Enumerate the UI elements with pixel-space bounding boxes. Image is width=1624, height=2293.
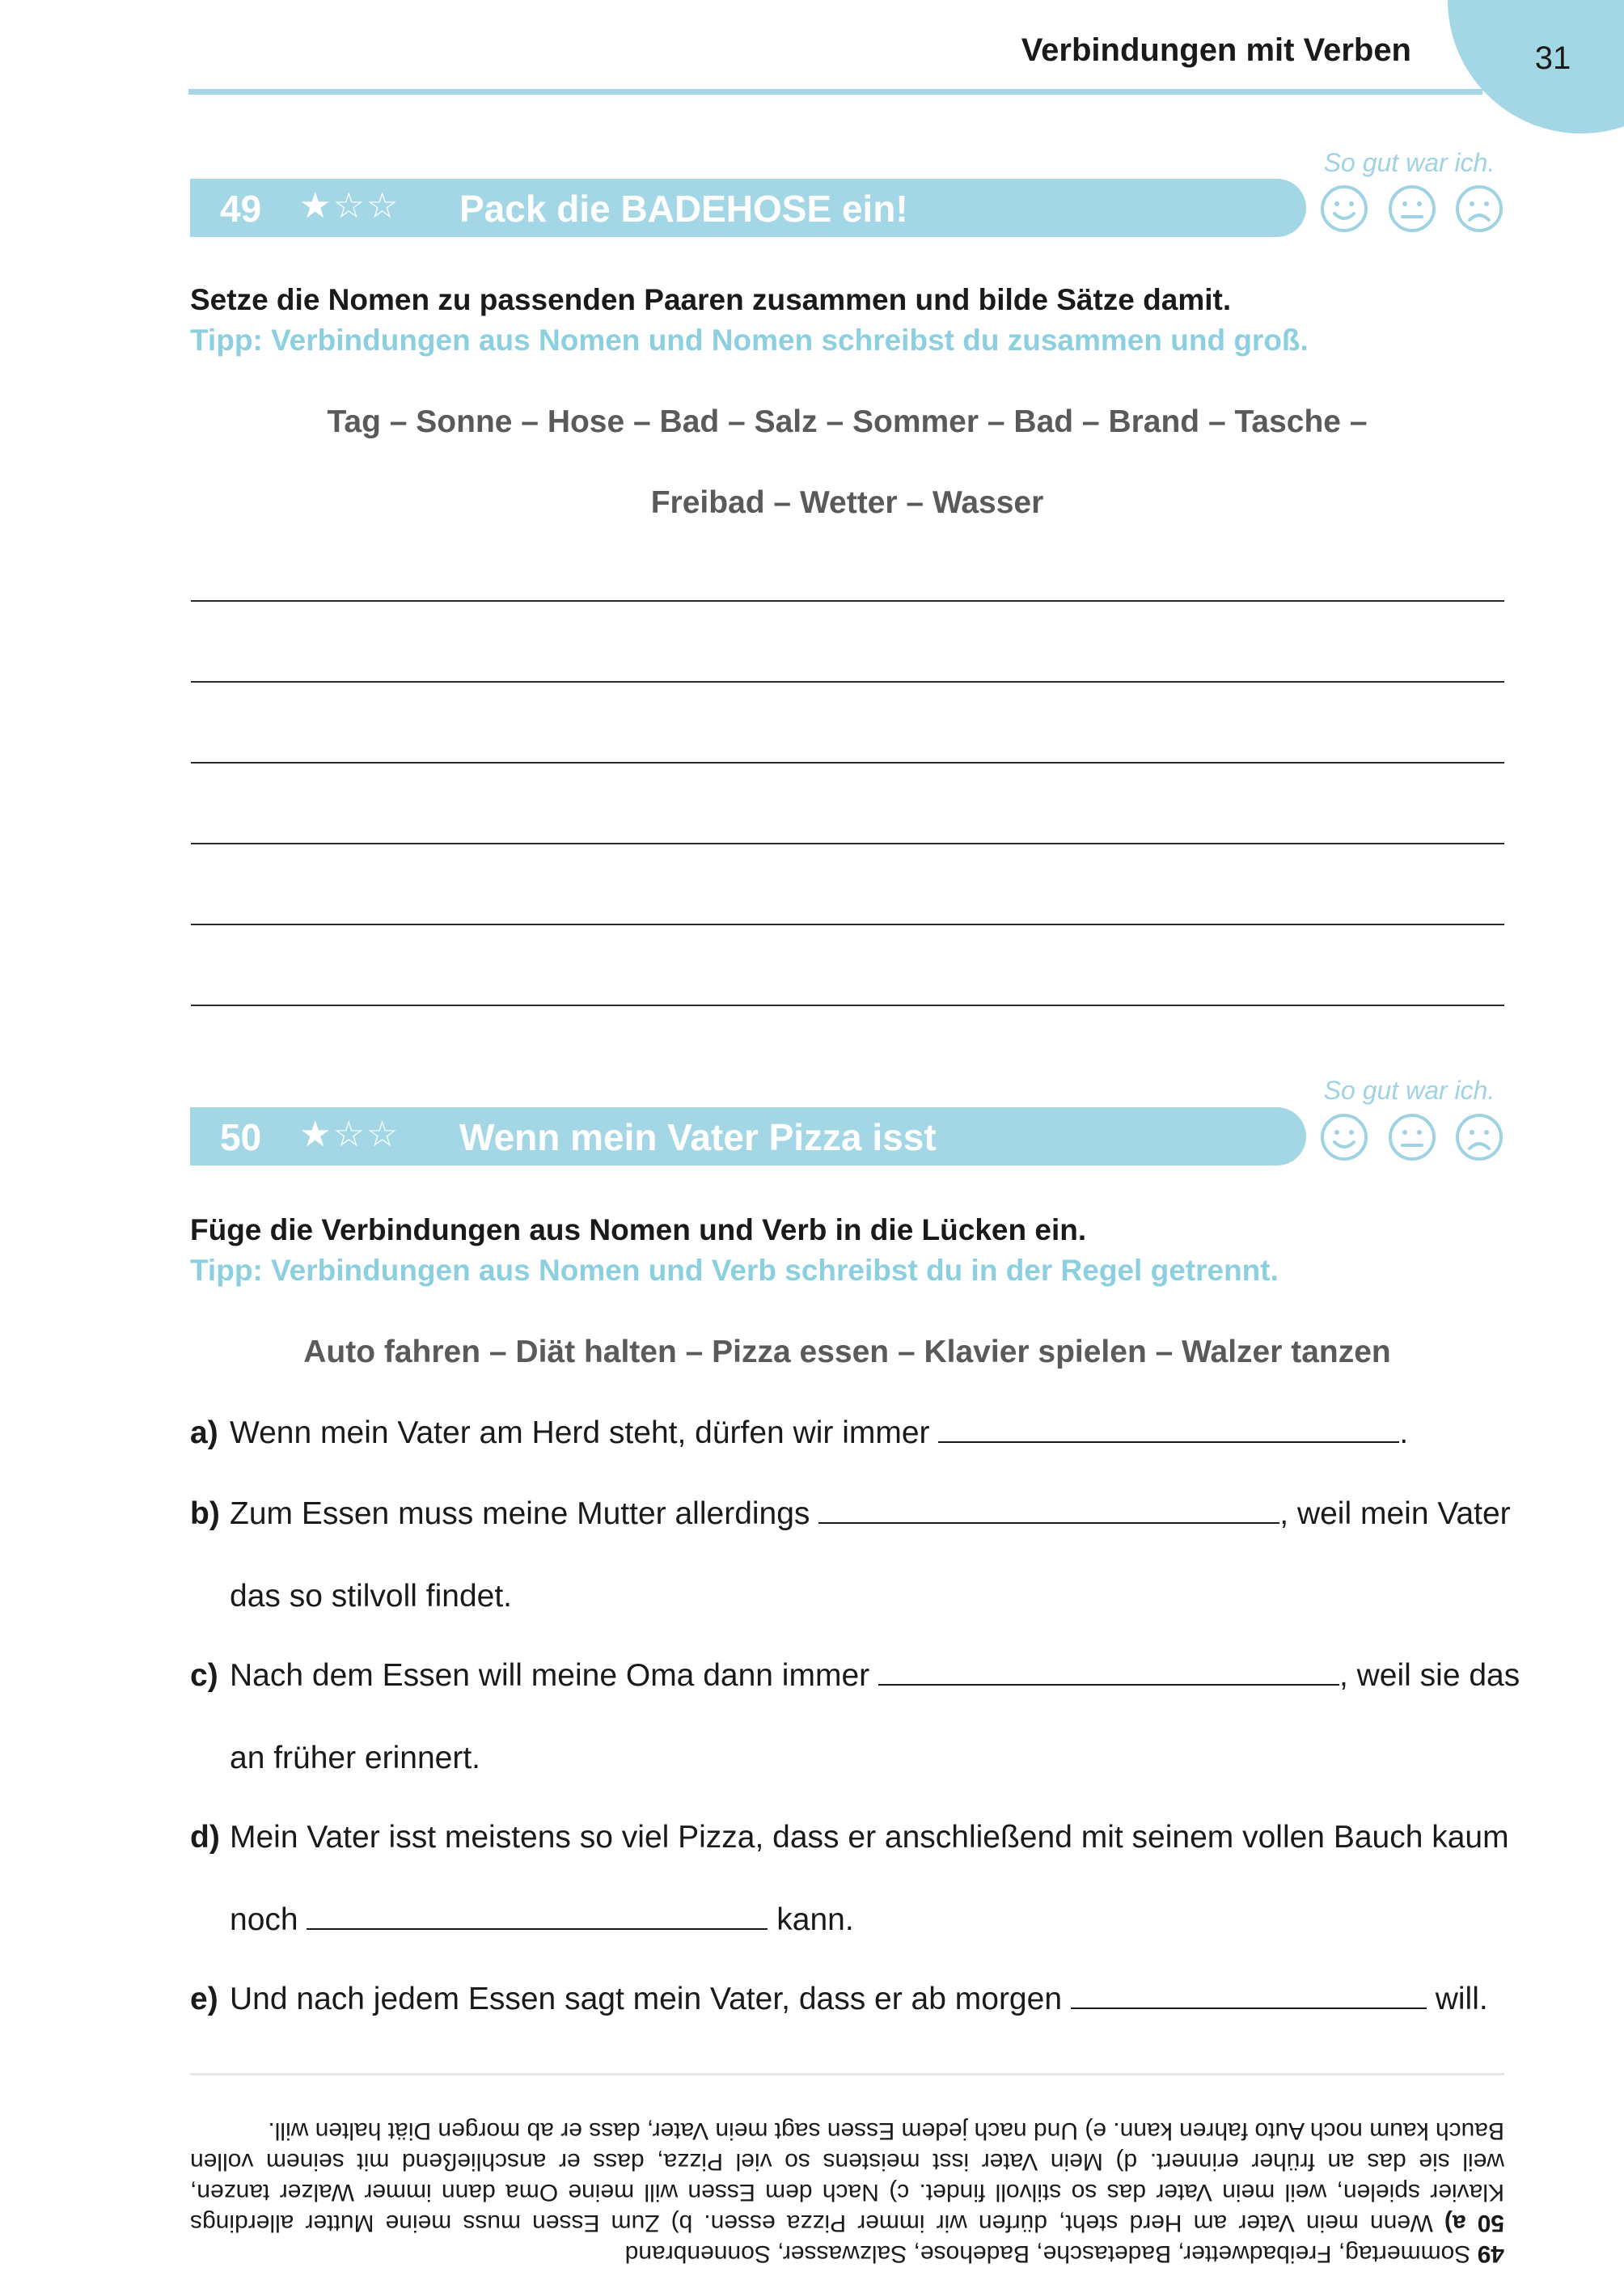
task-title: Pack die BADEHOSE ein!	[459, 188, 908, 230]
sad-smiley-icon[interactable]	[1455, 184, 1503, 233]
neutral-smiley-icon[interactable]	[1388, 1113, 1436, 1161]
rating-label: So gut war ich.	[1323, 1076, 1495, 1105]
sad-smiley-icon[interactable]	[1455, 1113, 1503, 1161]
word-bank-line-2: Freibad – Wetter – Wasser	[650, 485, 1044, 520]
item-text: Zum Essen muss meine Mutter allerdings	[230, 1496, 810, 1531]
answer-blank[interactable]	[1071, 1983, 1427, 2009]
writing-line[interactable]	[191, 762, 1504, 764]
item-text: Nach dem Essen will meine Oma dann immer	[230, 1658, 870, 1693]
task-tip: Tipp: Verbindungen aus Nomen und Nomen schreibst du zusammen und groß.	[190, 324, 1309, 357]
difficulty-stars: ★☆☆	[299, 186, 400, 226]
answer-blank[interactable]	[938, 1417, 1399, 1443]
solution-50-line-2: Klavier spielen, weil mein Vater das so stilvoll findet. c) Nach dem Essen will meine Oma dann immer Walzer tanzen,	[190, 2179, 1504, 2206]
solution-number: 50 a)	[1444, 2210, 1504, 2236]
task-tip: Tipp: Verbindungen aus Nomen und Verb schreibst du in der Regel getrennt.	[190, 1254, 1279, 1287]
task-instruction: Füge die Verbindungen aus Nomen und Verb in die Lücken ein.	[190, 1213, 1087, 1246]
solutions-upside-down	[190, 2083, 1504, 2269]
item-label: b)	[190, 1496, 220, 1531]
solutions-divider	[190, 2073, 1504, 2075]
writing-line[interactable]	[191, 924, 1504, 925]
answer-blank[interactable]	[818, 1498, 1279, 1524]
rating-label: So gut war ich.	[1323, 148, 1495, 177]
item-text: Mein Vater isst meistens so viel Pizza, dass er anschließend mit seinem vollen Bauch kaum	[230, 1820, 1509, 1855]
item-text: Wenn mein Vater am Herd steht, dürfen wir immer	[230, 1415, 930, 1450]
exercise-item-c	[190, 1658, 1520, 1693]
task-title: Wenn mein Vater Pizza isst	[459, 1116, 937, 1158]
item-continuation	[230, 1902, 854, 1938]
item-text-after: will.	[1435, 1982, 1488, 2016]
item-text-after: , weil mein Vater	[1279, 1496, 1511, 1531]
item-text: Und nach jedem Essen sagt mein Vater, dass er ab morgen	[230, 1982, 1063, 2016]
word-bank-line-1: Tag – Sonne – Hose – Bad – Salz – Sommer – Bad – Brand – Tasche –	[327, 404, 1368, 439]
item-continuation: an früher erinnert.	[230, 1741, 481, 1775]
item-text-after: .	[1399, 1415, 1409, 1450]
solution-50-line-4: Bauch kaum noch Auto fahren kann. e) Und nach jedem Essen sagt mein Vater, dass er ab morgen Diät halten will.	[268, 2117, 1504, 2144]
item-text: noch	[230, 1902, 298, 1937]
writing-line[interactable]	[191, 1005, 1504, 1006]
answer-blank[interactable]	[878, 1660, 1339, 1686]
solution-text: Sommertag, Freibadwetter, Badetasche, Badehose, Salzwasser, Sonnenbrand	[624, 2240, 1471, 2267]
exercise-item-d	[190, 1820, 1509, 1855]
word-bank: Auto fahren – Diät halten – Pizza essen – Klavier spielen – Walzer tanzen	[303, 1335, 1391, 1369]
task-instruction: Setze die Nomen zu passenden Paaren zusammen und bilde Sätze damit.	[190, 283, 1232, 316]
writing-line[interactable]	[191, 681, 1504, 683]
task-number: 49	[220, 188, 262, 230]
writing-line[interactable]	[191, 843, 1504, 844]
task-number: 50	[220, 1116, 262, 1158]
answer-blank[interactable]	[307, 1904, 768, 1930]
exercise-item-b	[190, 1496, 1511, 1531]
solution-text: Wenn mein Vater am Herd steht, dürfen wir immer Pizza essen. b) Zum Essen muss meine Mutter allerdings	[190, 2210, 1433, 2236]
solution-number: 49	[1477, 2240, 1504, 2267]
item-label: c)	[190, 1658, 218, 1693]
item-text-after: , weil sie das	[1339, 1658, 1520, 1693]
item-label: e)	[190, 1982, 218, 2016]
exercise-item-e	[190, 1983, 1504, 2015]
exercise-item-a	[190, 1417, 1504, 1449]
writing-line[interactable]	[191, 600, 1504, 602]
task-banner-50	[190, 1107, 1306, 1166]
solution-50-line-1	[190, 2207, 1504, 2238]
item-label: d)	[190, 1820, 220, 1855]
item-continuation: das so stilvoll findet.	[230, 1579, 513, 1614]
chapter-title: Verbindungen mit Verben	[1021, 32, 1411, 68]
solution-50-line-3: weil sie das an früher erinnert. d) Mein Vater isst meistens so viel Pizza, dass er anschließend mit seinem vollen	[190, 2148, 1504, 2175]
item-label: a)	[190, 1415, 218, 1450]
difficulty-stars: ★☆☆	[299, 1115, 400, 1154]
page-number: 31	[1534, 40, 1571, 76]
task-banner-49	[190, 179, 1306, 237]
neutral-smiley-icon[interactable]	[1388, 184, 1436, 233]
happy-smiley-icon[interactable]	[1320, 184, 1368, 233]
happy-smiley-icon[interactable]	[1320, 1113, 1368, 1161]
header-rule	[188, 89, 1482, 95]
item-text-after: kann.	[776, 1902, 854, 1937]
solution-49	[190, 2238, 1504, 2269]
